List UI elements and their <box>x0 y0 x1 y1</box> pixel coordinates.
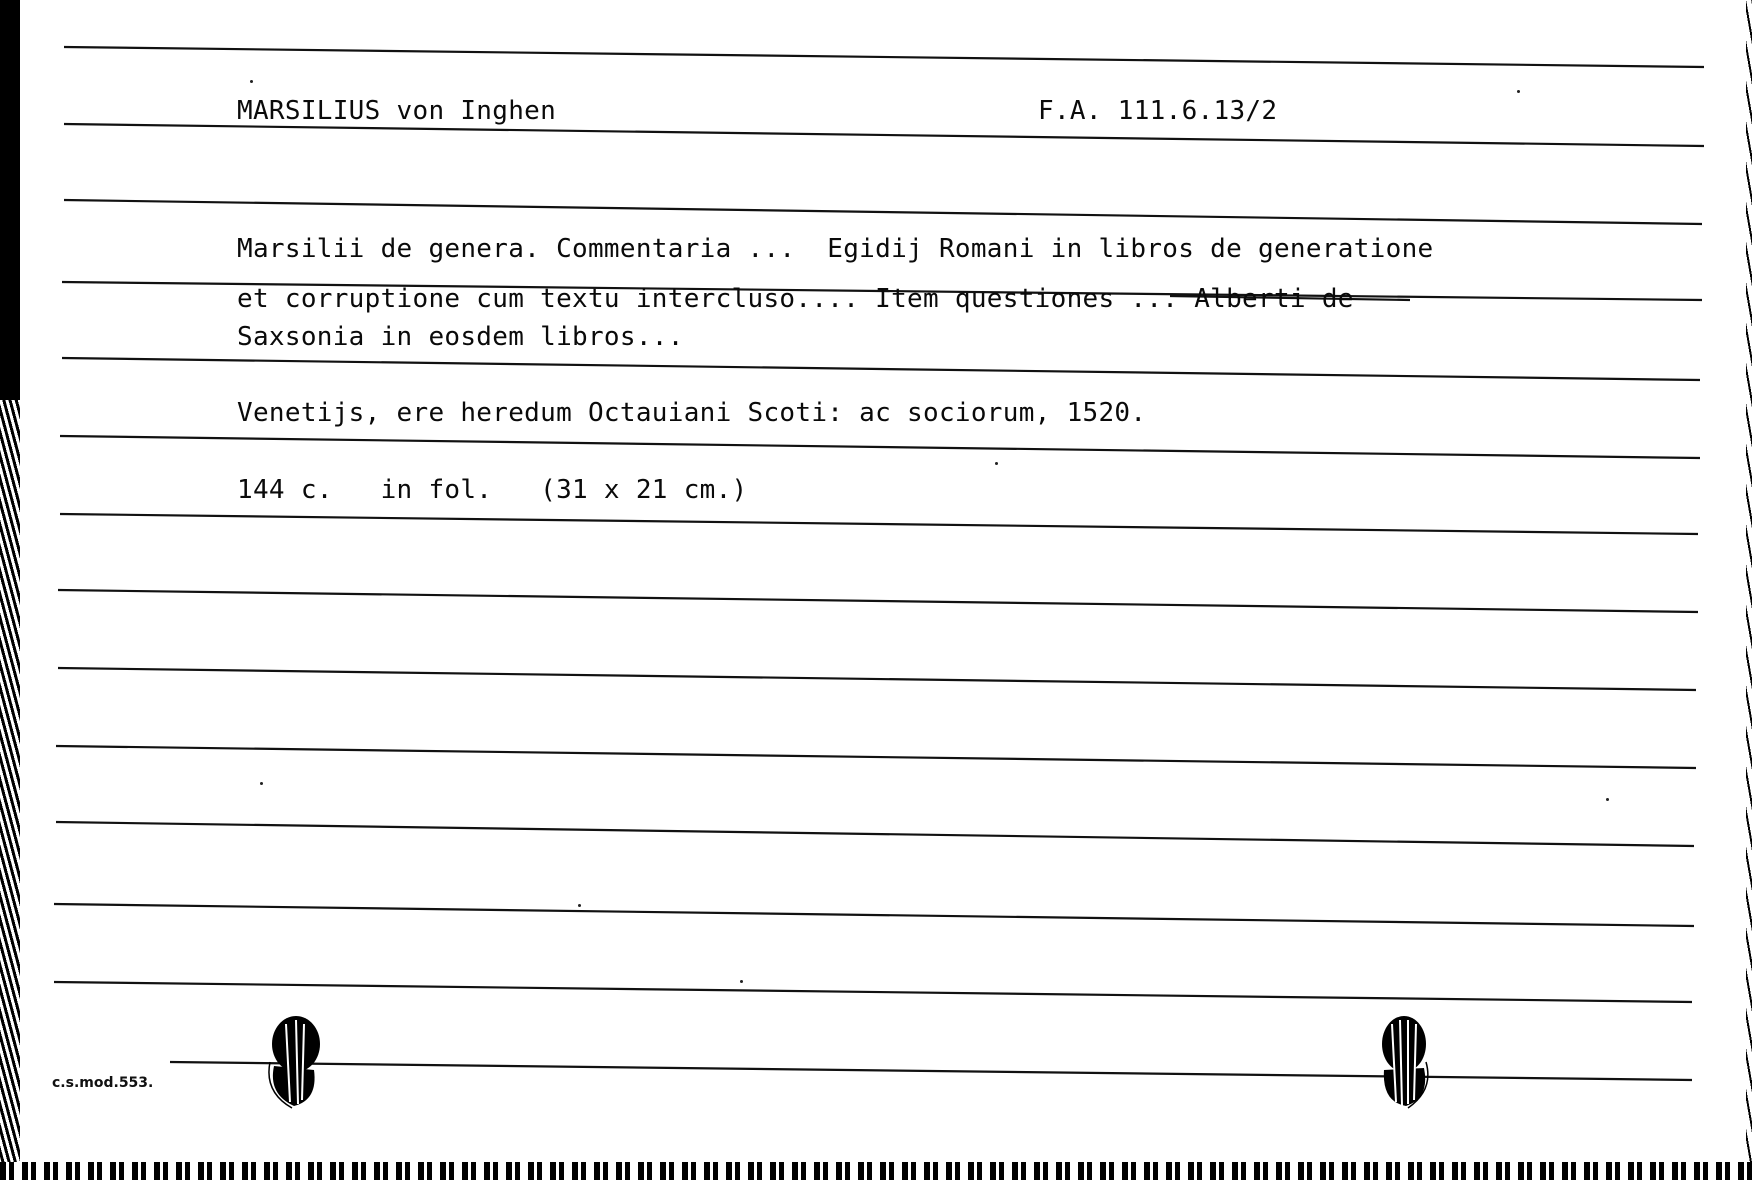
dust-speck <box>250 80 253 83</box>
dust-speck <box>1517 90 1520 93</box>
ruled-lines <box>20 0 1746 1162</box>
form-code: c.s.mod.553. <box>52 1075 154 1091</box>
dust-speck <box>1606 798 1609 801</box>
physical-description: 144 c. in fol. (31 x 21 cm.) <box>237 475 748 505</box>
title-line-1: Marsilii de genera. Commentaria ... Egidij Romani in libros de generatione <box>237 234 1434 264</box>
punch-hole-right <box>1378 1014 1430 1110</box>
dust-speck <box>260 782 263 785</box>
scan-bottom-edge <box>0 1162 1752 1180</box>
scan-right-edge <box>1746 0 1752 1180</box>
catalog-card <box>20 0 1746 1162</box>
scan-left-edge-shadow <box>0 0 20 400</box>
imprint: Venetijs, ere heredum Octauiani Scoti: ac sociorum, 1520. <box>237 398 1147 428</box>
shelfmark: F.A. 111.6.13/2 <box>1038 96 1278 126</box>
punch-hole-left <box>268 1014 320 1110</box>
title-line-3: Saxsonia in eosdem libros... <box>237 322 684 352</box>
author-heading: MARSILIUS von Inghen <box>237 96 557 126</box>
title-line-2: et corruptione cum textu intercluso.... Item questiones ... Alberti de <box>237 284 1354 314</box>
dust-speck <box>995 462 998 465</box>
dust-speck <box>578 904 581 907</box>
dust-speck <box>740 980 743 983</box>
